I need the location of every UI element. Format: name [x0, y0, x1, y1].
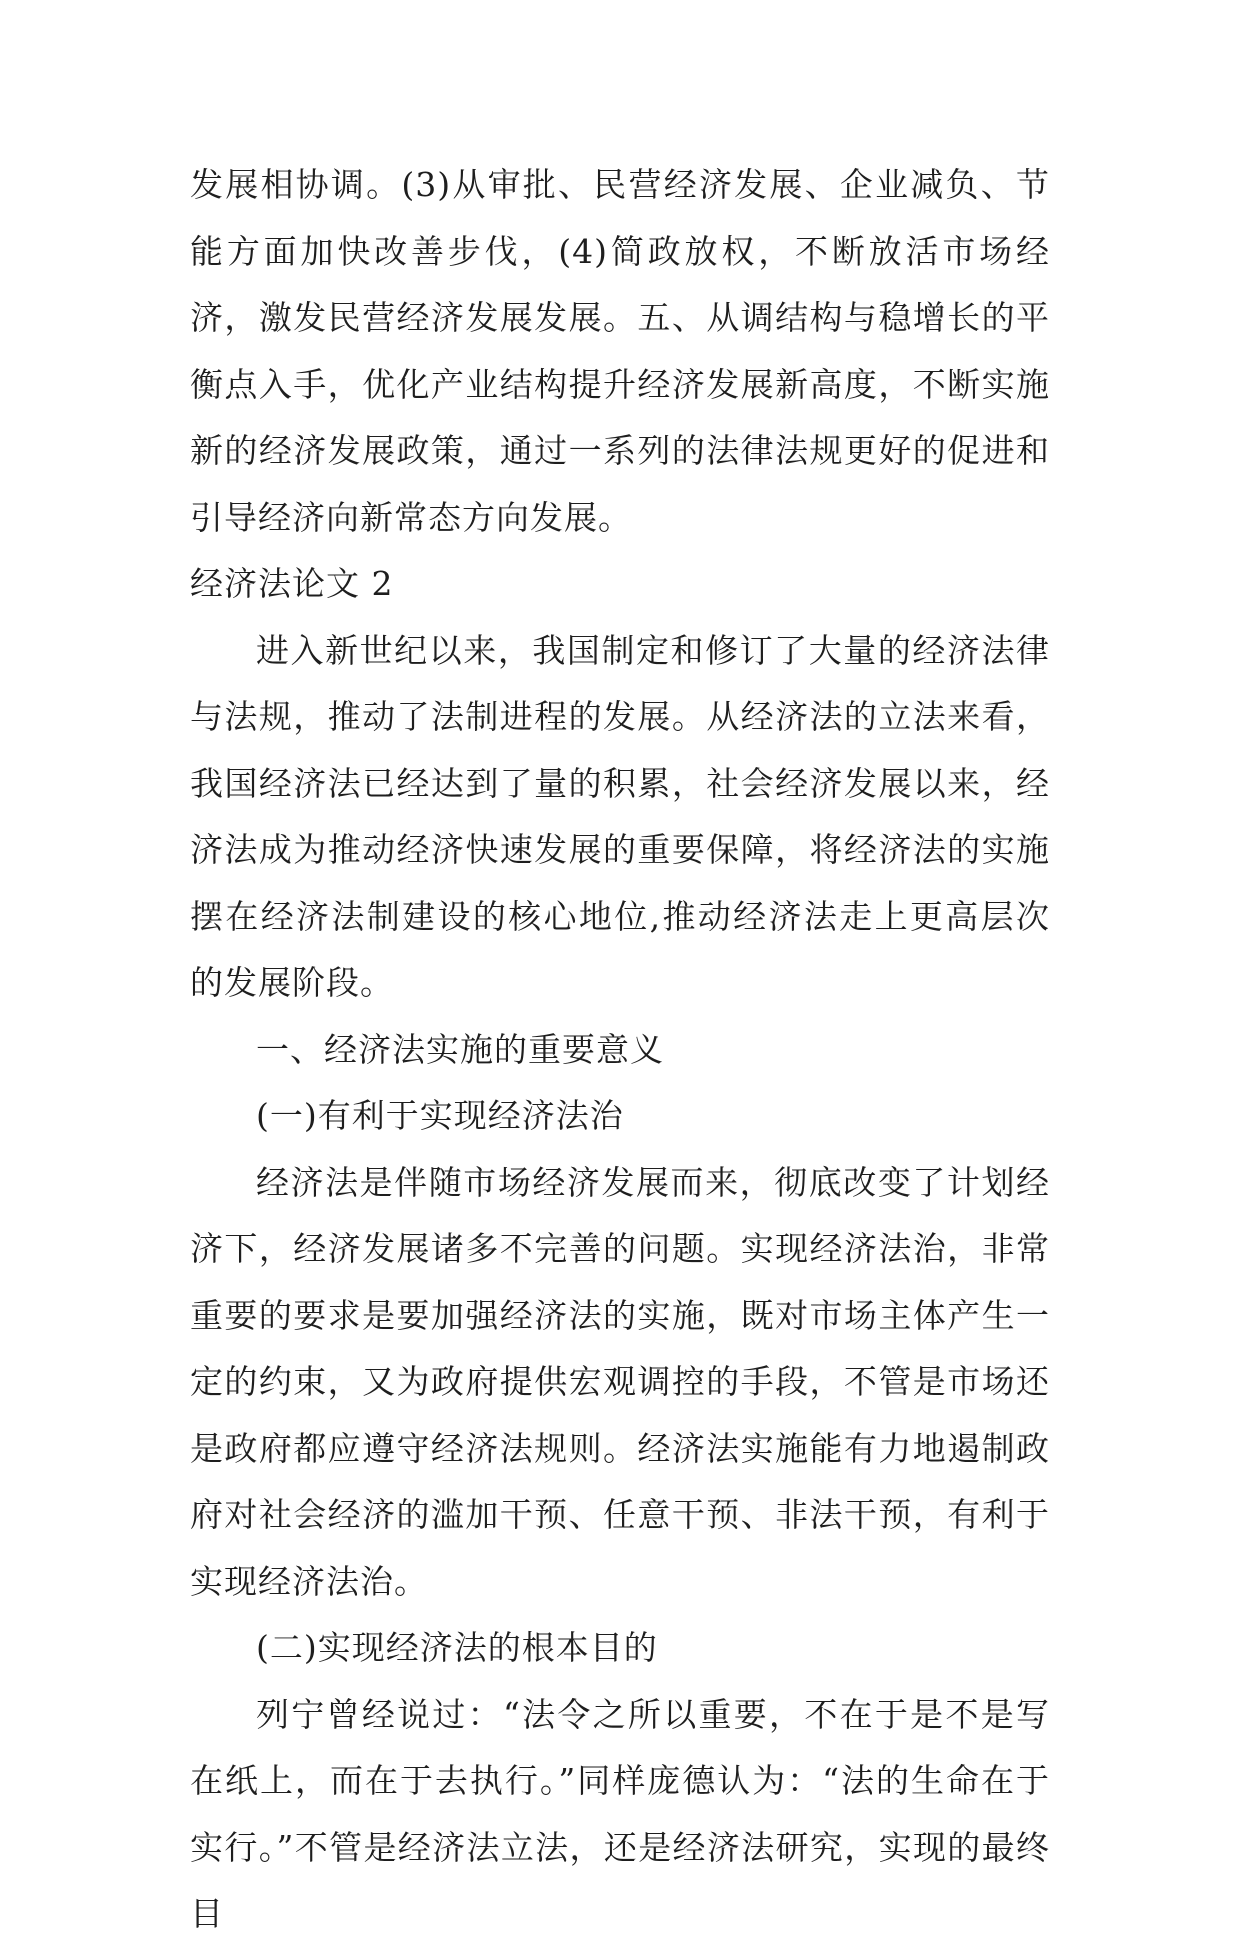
paragraph-intro: 进入新世纪以来，我国制定和修订了大量的经济法律与法规，推动了法制进程的发展。从经济法的立法来看，我国经济法已经达到了量的积累，社会经济发展以来，经济法成为推动经济快速发展的重要保障，将经济法的实施摆在经济法制建设的核心地位,推动经济法走上更高层次的发展阶段。 [190, 630, 1050, 1002]
paragraph-continuation: 发展相协调。(3)从审批、民营经济发展、企业减负、节能方面加快改善步伐，(4)简政放权，不断放活市场经济，激发民营经济发展发展。五、从调结构与稳增长的平衡点入手，优化产业结构提升经济发展新高度，不断实施新的经济发展政策，通过一系列的法律法规更好的促进和引导经济向新常态方向发展。 [190, 165, 1050, 537]
paragraph-rule-of-law: 经济法是伴随市场经济发展而来，彻底改变了计划经济下，经济发展诸多不完善的问题。实现经济法治，非常重要的要求是要加强经济法的实施，既对市场主体产生一定的约束，又为政府提供宏观调控的手段，不管是市场还是政府都应遵守经济法规则。经济法实施能有力地遏制政府对社会经济的滥加干预、任意干预、非法干预，有利于实现经济法治。 [190, 1162, 1050, 1601]
subheading-rule-of-law: (一)有利于实现经济法治 [256, 1096, 624, 1135]
document-body [190, 152, 1050, 1948]
paragraph-fundamental-purpose: 列宁曾经说过：“法令之所以重要，不在于是不是写在纸上，而在于去执行。”同样庞德认为：“法的生命在于实行。”不管是经济法立法，还是经济法研究，实现的最终目 [190, 1694, 1050, 1933]
subheading-significance: 一、经济法实施的重要意义 [256, 1029, 664, 1069]
section-heading: 经济法论文 2 [190, 564, 394, 603]
subheading-fundamental-purpose: (二)实现经济法的根本目的 [256, 1628, 658, 1667]
